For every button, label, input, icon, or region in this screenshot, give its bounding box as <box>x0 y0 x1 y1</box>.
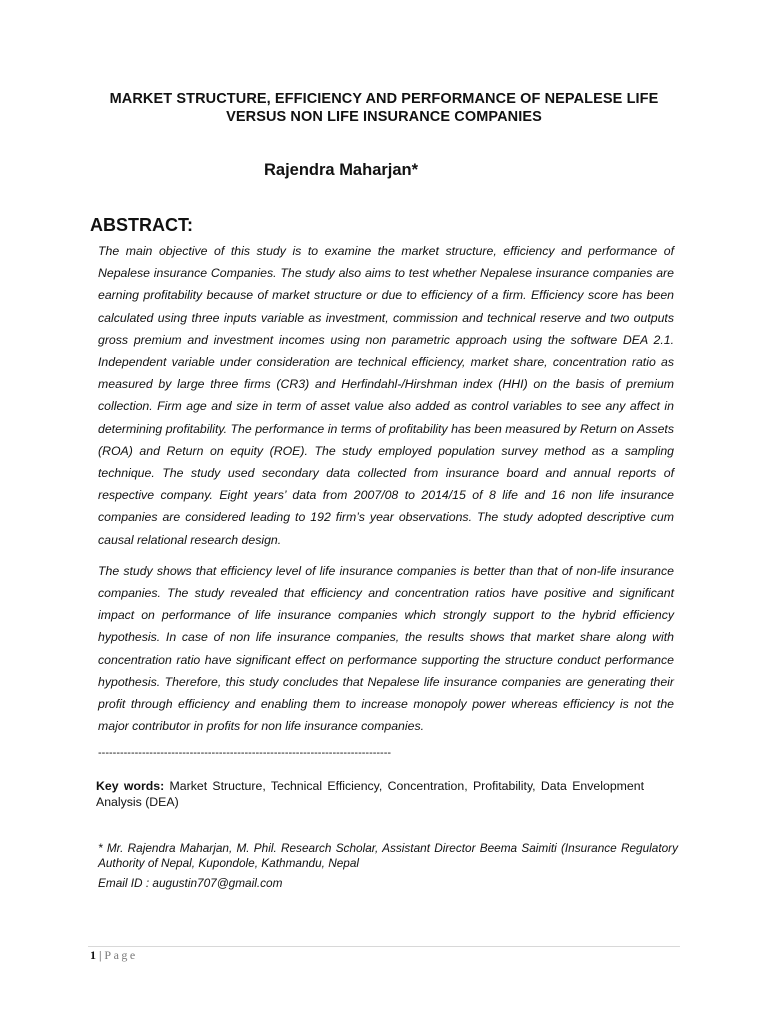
paper-title <box>80 90 688 126</box>
page-footer <box>90 948 138 962</box>
keywords <box>96 778 644 810</box>
page-label: Page <box>104 948 138 962</box>
abstract-heading: ABSTRACT: <box>90 215 193 235</box>
abstract-paragraph: The study shows that efficiency level of life insurance companies is better than that of non-life insurance companies. The study revealed that efficiency and concentration ratios have positive and significant impact on performance of life insurance companies which strongly support to the hybrid efficiency hypothesis. In case of non life insurance companies, the results shows that market share along with concentration ratio have significant effect on performance supporting the structure conduct performance hypothesis. Therefore, this study concludes that Nepalese life insurance companies are generating their profit through efficiency and enabling them to increase monopoly power whereas efficiency is not the major contributor in profits for non life insurance companies. <box>98 563 674 734</box>
title-line-1: MARKET STRUCTURE, EFFICIENCY AND PERFORMANCE OF NEPALESE LIFE <box>109 91 659 107</box>
page-number: 1 <box>90 948 96 962</box>
author-footnote: * Mr. Rajendra Maharjan, M. Phil. Research Scholar, Assistant Director Beema Saimiti (Insurance Regulatory Authority of Nepal, Kupondole, Kathmandu, Nepal <box>98 841 678 870</box>
footer-separator: | <box>96 948 105 962</box>
section-separator: -------------------------------------------------------------------------------- <box>98 747 392 759</box>
keywords-label: Key words: <box>96 779 165 793</box>
abstract-body <box>98 240 674 746</box>
abstract-paragraph: The main objective of this study is to examine the market structure, efficiency and performance of Nepalese insurance Companies. The study also aims to test whether Nepalese insurance companies are earning profitability because of market structure or due to efficiency of a firm. Efficiency score has been calculated using three inputs variable as investment, commission and technical reserve and two outputs gross premium and investment incomes using non parametric approach using the software DEA 2.1. Independent variable under consideration are technical efficiency, market share, concentration ratio as measured by large three firms (CR3) and Herfindahl-/Hirshman index (HHI) on the basis of premium collection. Firm age and size in term of asset value also added as control variables to see any affect in determining profitability. The performance in terms of profitability has been measured by Return on Assets (ROA) and Return on equity (ROE). The study employed population survey method as a sampling technique. The study used secondary data collected from insurance board and annual reports of respective company. Eight years’ data from 2007/08 to 2014/15 of 8 life and 16 non life insurance companies are considered leading to 192 firm’s year observations. The study adopted descriptive cum causal relational research design. <box>98 244 674 547</box>
author-name: Rajendra Maharjan* <box>264 161 419 179</box>
author-email: Email ID : augustin707@gmail.com <box>98 876 283 890</box>
keywords-text: Market Structure, Technical Efficiency, Concentration, Profitability, Data Envelopment Analysis (DEA) <box>96 779 644 809</box>
title-line-2: VERSUS NON LIFE INSURANCE COMPANIES <box>226 109 542 125</box>
footer-divider <box>88 946 680 947</box>
